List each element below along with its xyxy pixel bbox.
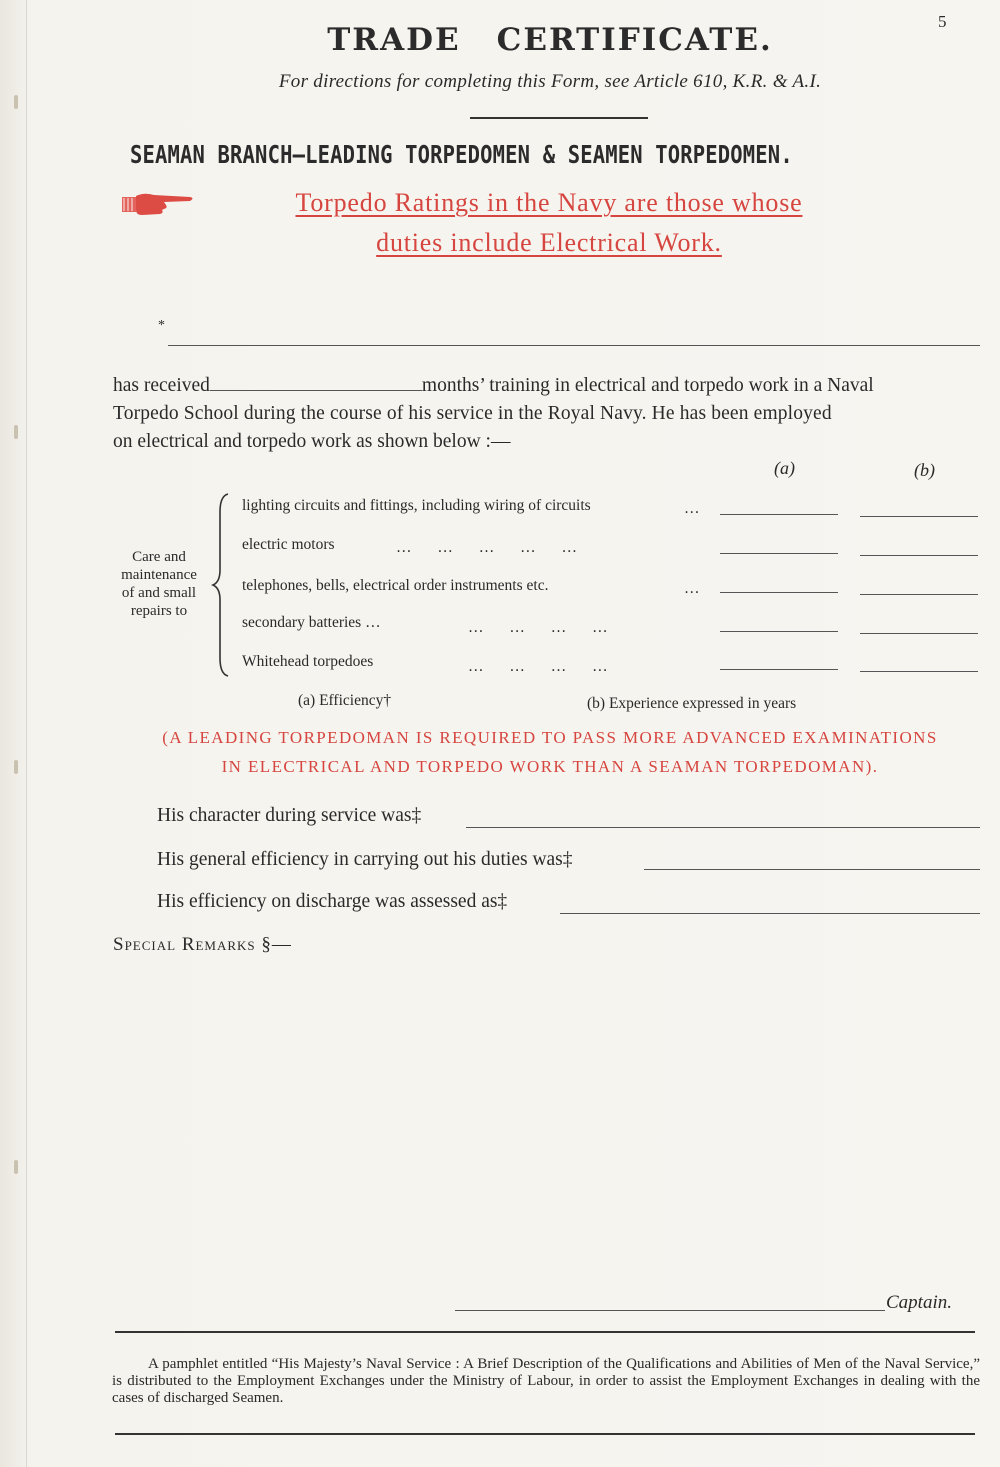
- document-title: [0, 22, 1000, 58]
- name-field-line[interactable]: [168, 345, 980, 346]
- legend-efficiency: (a) Efficiency†: [298, 692, 392, 709]
- experience-field-batteries[interactable]: [860, 633, 978, 634]
- item-dots: …: [684, 580, 701, 597]
- branch-heading: SEAMAN BRANCH—LEADING TORPEDOMEN & SEAMEN TORPEDOMEN.: [130, 140, 793, 169]
- legend-experience: (b) Experience expressed in years: [587, 695, 797, 712]
- directions-note: For directions for completing this Form, see Article 610, K.R. & A.I.: [278, 71, 822, 92]
- has-received-text: has received: [113, 375, 210, 396]
- column-a-header: (a): [774, 458, 795, 478]
- footnote-text: A pamphlet entitled “His Majesty’s Naval Service : A Brief Description of the Qualifications and Abilities of Men of the Naval Service,” is distributed to the Employment Exchanges under the Ministry of Labour, in order to assist the Employment Exchanges in dealing with the cases of discharged Seamen.: [112, 1356, 980, 1406]
- pamphlet-footnote: [112, 1356, 980, 1407]
- item-lighting-circuits: lighting circuits and fittings, including wiring of circuits: [242, 497, 591, 514]
- item-telephones-bells: telephones, bells, electrical order instruments etc.: [242, 577, 549, 594]
- general-efficiency-field-line[interactable]: [644, 869, 980, 870]
- item-dots: … … … …: [468, 658, 609, 675]
- requirement-line-2: IN ELECTRICAL AND TORPEDO WORK THAN A SEAMAN TORPEDOMAN).: [221, 757, 879, 776]
- discharge-efficiency-field-line[interactable]: [560, 913, 980, 914]
- efficiency-field-telephones[interactable]: [720, 592, 838, 593]
- curly-brace-icon: [210, 492, 234, 678]
- binding-stitch: [14, 1160, 18, 1174]
- item-secondary-batteries: secondary batteries …: [242, 614, 381, 631]
- training-line-2: Torpedo School during the course of his service in the Royal Navy. He has been employed: [113, 403, 832, 424]
- footer-rule-bottom: [115, 1433, 975, 1435]
- title-word-trade: TRADE: [327, 22, 461, 58]
- page-number: 5: [938, 12, 947, 31]
- binding-stitch: [14, 95, 18, 109]
- title-word-certificate: CERTIFICATE.: [496, 22, 773, 58]
- character-label: His character during service was‡: [157, 805, 422, 826]
- training-line-1: [113, 375, 874, 397]
- experience-field-telephones[interactable]: [860, 594, 978, 595]
- experience-field-torpedoes[interactable]: [860, 671, 978, 672]
- item-dots: … … … …: [468, 619, 609, 636]
- binding-stitch: [14, 425, 18, 439]
- months-field-line[interactable]: [210, 376, 422, 391]
- item-electric-motors: electric motors: [242, 536, 335, 553]
- training-line-3: on electrical and torpedo work as shown below :—: [113, 431, 511, 452]
- special-remarks-area[interactable]: [120, 965, 980, 1265]
- discharge-efficiency-label: His efficiency on discharge was assessed as‡: [157, 891, 508, 912]
- character-field-line[interactable]: [466, 827, 980, 828]
- title-divider: [470, 117, 648, 119]
- item-whitehead-torpedoes: Whitehead torpedoes: [242, 653, 374, 670]
- efficiency-field-lighting[interactable]: [720, 514, 838, 515]
- efficiency-field-batteries[interactable]: [720, 631, 838, 632]
- special-remarks-label: Special Remarks §—: [113, 934, 292, 955]
- requirement-line-1: (A LEADING TORPEDOMAN IS REQUIRED TO PASS MORE ADVANCED EXAMINATIONS: [162, 728, 938, 747]
- care-maintenance-label: Care and maintenance of and small repairs to: [121, 549, 197, 619]
- item-dots: …: [684, 500, 701, 517]
- general-efficiency-label: His general efficiency in carrying out his duties was‡: [157, 849, 573, 870]
- captain-signature-line[interactable]: [455, 1310, 885, 1311]
- name-marker: *: [158, 318, 165, 333]
- experience-field-motors[interactable]: [860, 555, 978, 556]
- notice-line-2: duties include Electrical Work.: [376, 228, 722, 257]
- notice-line-1: Torpedo Ratings in the Navy are those whose: [295, 188, 803, 217]
- experience-field-lighting[interactable]: [860, 516, 978, 517]
- efficiency-field-torpedoes[interactable]: [720, 669, 838, 670]
- captain-label: Captain.: [886, 1292, 952, 1313]
- item-dots: … … … … …: [396, 539, 578, 556]
- column-b-header: (b): [914, 460, 935, 480]
- months-training-text: months’ training in electrical and torpedo work in a Naval: [421, 375, 874, 396]
- efficiency-field-motors[interactable]: [720, 553, 838, 554]
- footer-rule-top: [115, 1331, 975, 1333]
